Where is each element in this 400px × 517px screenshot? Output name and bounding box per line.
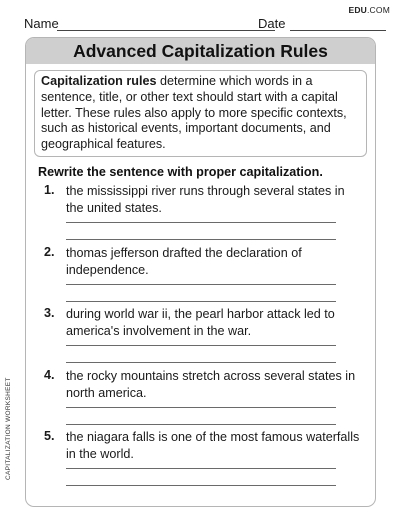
question-3 [42,306,362,364]
worksheet-title: Advanced Capitalization Rules [73,40,328,61]
answer-line[interactable] [66,239,336,240]
question-text: the mississippi river runs through several states in the united states. [66,184,345,215]
question-5 [42,429,362,487]
intro-bold: Capitalization rules [41,74,157,88]
answer-line[interactable] [66,424,336,425]
question-number: 3. [44,306,55,320]
question-text: the niagara falls is one of the most famous waterfalls in the world. [66,430,360,461]
logo-suffix: .COM [367,5,390,15]
date-line [290,30,386,31]
question-4 [42,368,362,426]
logo-brand: EDU [348,5,367,15]
answer-line[interactable] [66,345,336,346]
intro-text: determine which words in a sentence, title, or other text should start with a capital letter. These rules also apply to more specific contexts, such as historical events, important documents, and geographical features. [41,74,347,152]
edu-logo [348,5,390,15]
question-text: the rocky mountains stretch across several states in north america. [66,369,356,400]
question-text: thomas jefferson drafted the declaration of independence. [66,246,302,277]
answer-line[interactable] [66,301,336,302]
question-text: during world war ii, the pearl harbor attack led to america's involvement in the war. [66,307,335,338]
worksheet-panel [25,37,376,507]
intro-box [34,70,367,157]
title-bar [26,38,375,64]
date-label: Date [258,16,286,31]
answer-line[interactable] [66,407,336,408]
question-number: 2. [44,245,55,259]
question-1 [42,183,362,241]
answer-line[interactable] [66,222,336,223]
answer-line[interactable] [66,284,336,285]
answer-line[interactable] [66,485,336,486]
question-number: 1. [44,183,55,197]
name-label: Name [24,16,59,31]
answer-line[interactable] [66,468,336,469]
name-line [57,30,275,31]
instruction: Rewrite the sentence with proper capitalization. [38,165,323,179]
question-number: 5. [44,429,55,443]
side-label: CAPITALIZATION WORKSHEET [5,377,12,480]
question-2 [42,245,362,303]
question-number: 4. [44,368,55,382]
answer-line[interactable] [66,362,336,363]
name-date-row [24,16,386,32]
